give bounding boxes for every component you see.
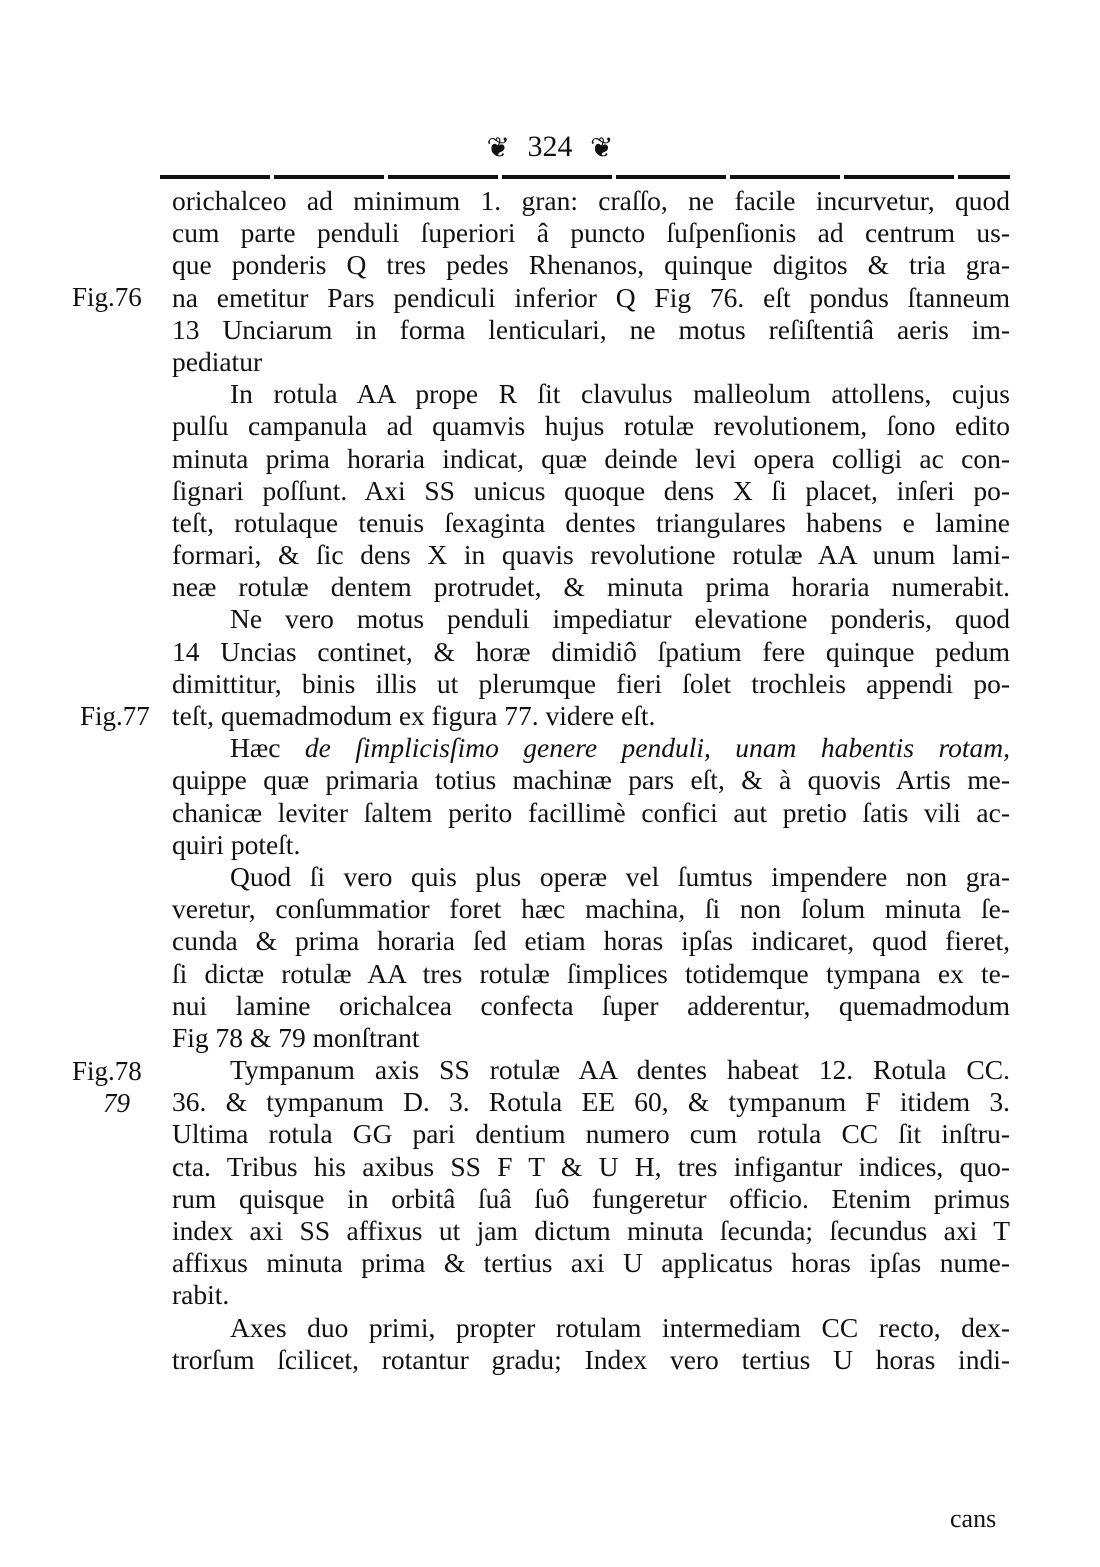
text-line: cunda & prima horaria ſed etiam horas ipſas indicaret, quod fieret, bbox=[172, 925, 1010, 957]
text-line: index axi SS affixus ut jam dictum minuta ſecunda; ſecundus axi T bbox=[172, 1215, 1010, 1246]
text-line: quippe quæ primaria totius machinæ pars eſt, & à quovis Artis me- bbox=[172, 764, 1010, 796]
margin-note-fig78: Fig.78 bbox=[72, 1056, 142, 1086]
text-line: ſignari poſſunt. Axi SS unicus quoque dens X ſi placet, inſeri po- bbox=[172, 474, 1010, 506]
margin-note-fig77: Fig.77 bbox=[80, 701, 150, 731]
text-line: veretur, conſummatior foret hæc machina, ſi non ſolum minuta ſe- bbox=[172, 893, 1010, 925]
text-line: Fig 78 & 79 monſtrant bbox=[172, 1021, 420, 1053]
text-line: Axes duo primi, propter rotulam intermediam CC recto, dex- bbox=[230, 1311, 1010, 1343]
text-line: pulſu campanula ad quamvis hujus rotulæ revolutionem, ſono edito bbox=[172, 410, 1010, 442]
text-line: cum parte penduli ſuperiori â puncto ſuſpenſionis ad centrum us- bbox=[172, 217, 1010, 249]
text-line: na emetitur Pars pendiculi inferior Q Fig 76. eſt pondus ſtanneum bbox=[172, 281, 1010, 313]
text-line: quiri poteſt. bbox=[172, 828, 301, 860]
text-line: Ultima rotula GG pari dentium numero cum rotula CC ſit inſtru- bbox=[172, 1118, 1010, 1150]
text-line: neæ rotulæ dentem protrudet, & minuta prima horaria numerabit. bbox=[172, 571, 1010, 603]
text-line: 36. & tympanum D. 3. Rotula EE 60, & tympanum F itidem 3. bbox=[172, 1086, 1010, 1118]
ornament-right-icon: ❦ bbox=[590, 133, 614, 165]
text-line: Tympanum axis SS rotulæ AA dentes habeat 12. Rotula CC. bbox=[230, 1054, 1010, 1086]
text-line: Quod ſi vero quis plus operæ vel ſumtus impendere non gra- bbox=[230, 860, 1010, 892]
text-line: In rotula AA prope R ſit clavulus malleolum attollens, cujus bbox=[230, 378, 1010, 410]
text-line: orichalceo ad minimum 1. gran: craſſo, ne facile incurvetur, quod bbox=[172, 185, 1010, 216]
text-line: ſi dictæ rotulæ AA tres rotulæ ſimplices totidemque tympana ex te- bbox=[172, 957, 1010, 989]
text-line: 14 Uncias continet, & horæ dimidiô ſpatium fere quinque pedum bbox=[172, 635, 1010, 667]
catchword: cans bbox=[950, 1504, 997, 1533]
text-line: rabit. bbox=[172, 1279, 230, 1311]
text-line: minuta prima horaria indicat, quæ deinde levi opera colligi ac con- bbox=[172, 442, 1010, 474]
text-line-mixed bbox=[172, 732, 1010, 764]
text-line: teſt, quemadmodum ex figura 77. videre eſt. bbox=[172, 700, 656, 731]
text-line: nui lamine orichalcea confecta ſuper adderentur, quemadmodum bbox=[172, 989, 1010, 1021]
page-header bbox=[0, 130, 1100, 166]
text-line: formari, & ſic dens X in quavis revolutione rotulæ AA unum lami- bbox=[172, 539, 1010, 571]
text-line: dimittitur, binis illis ut plerumque fieri ſolet trochleis appendi po- bbox=[172, 667, 1010, 699]
body-text bbox=[172, 185, 1010, 1376]
text-line: rum quisque in orbitâ ſuâ ſuô fungeretur officio. Etenim primus bbox=[172, 1182, 1010, 1214]
text-segment: Hæc bbox=[230, 732, 281, 764]
margin-note-fig79: 79 bbox=[103, 1088, 130, 1118]
text-line: Ne vero motus penduli impediatur elevatione ponderis, quod bbox=[230, 603, 1010, 635]
text-line: trorſum ſcilicet, rotantur gradu; Index vero tertius U horas indi- bbox=[172, 1343, 1010, 1375]
text-line: chanicæ leviter ſaltem perito facillimè confici aut pretio ſatis vili ac- bbox=[172, 796, 1010, 828]
page-number: 324 bbox=[527, 130, 573, 163]
text-line: que ponderis Q tres pedes Rhenanos, quinque digitos & tria gra- bbox=[172, 249, 1010, 281]
ornament-left-icon: ❦ bbox=[486, 133, 510, 165]
margin-note-fig76: Fig.76 bbox=[72, 282, 142, 312]
text-line: pediatur bbox=[172, 345, 263, 377]
text-line: cta. Tribus his axibus SS F T & U H, tres infigantur indices, quo- bbox=[172, 1150, 1010, 1182]
header-rule bbox=[160, 175, 1010, 179]
italic-phrase: de ſimplicisſimo genere penduli, unam habentis rotam, bbox=[304, 732, 1010, 764]
text-line: teſt, rotulaque tenuis ſexaginta dentes triangulares habens e lamine bbox=[172, 506, 1010, 538]
text-line: 13 Unciarum in forma lenticulari, ne motus reſiſtentiâ aeris im- bbox=[172, 313, 1010, 345]
text-line: affixus minuta prima & tertius axi U applicatus horas ipſas nume- bbox=[172, 1247, 1010, 1279]
